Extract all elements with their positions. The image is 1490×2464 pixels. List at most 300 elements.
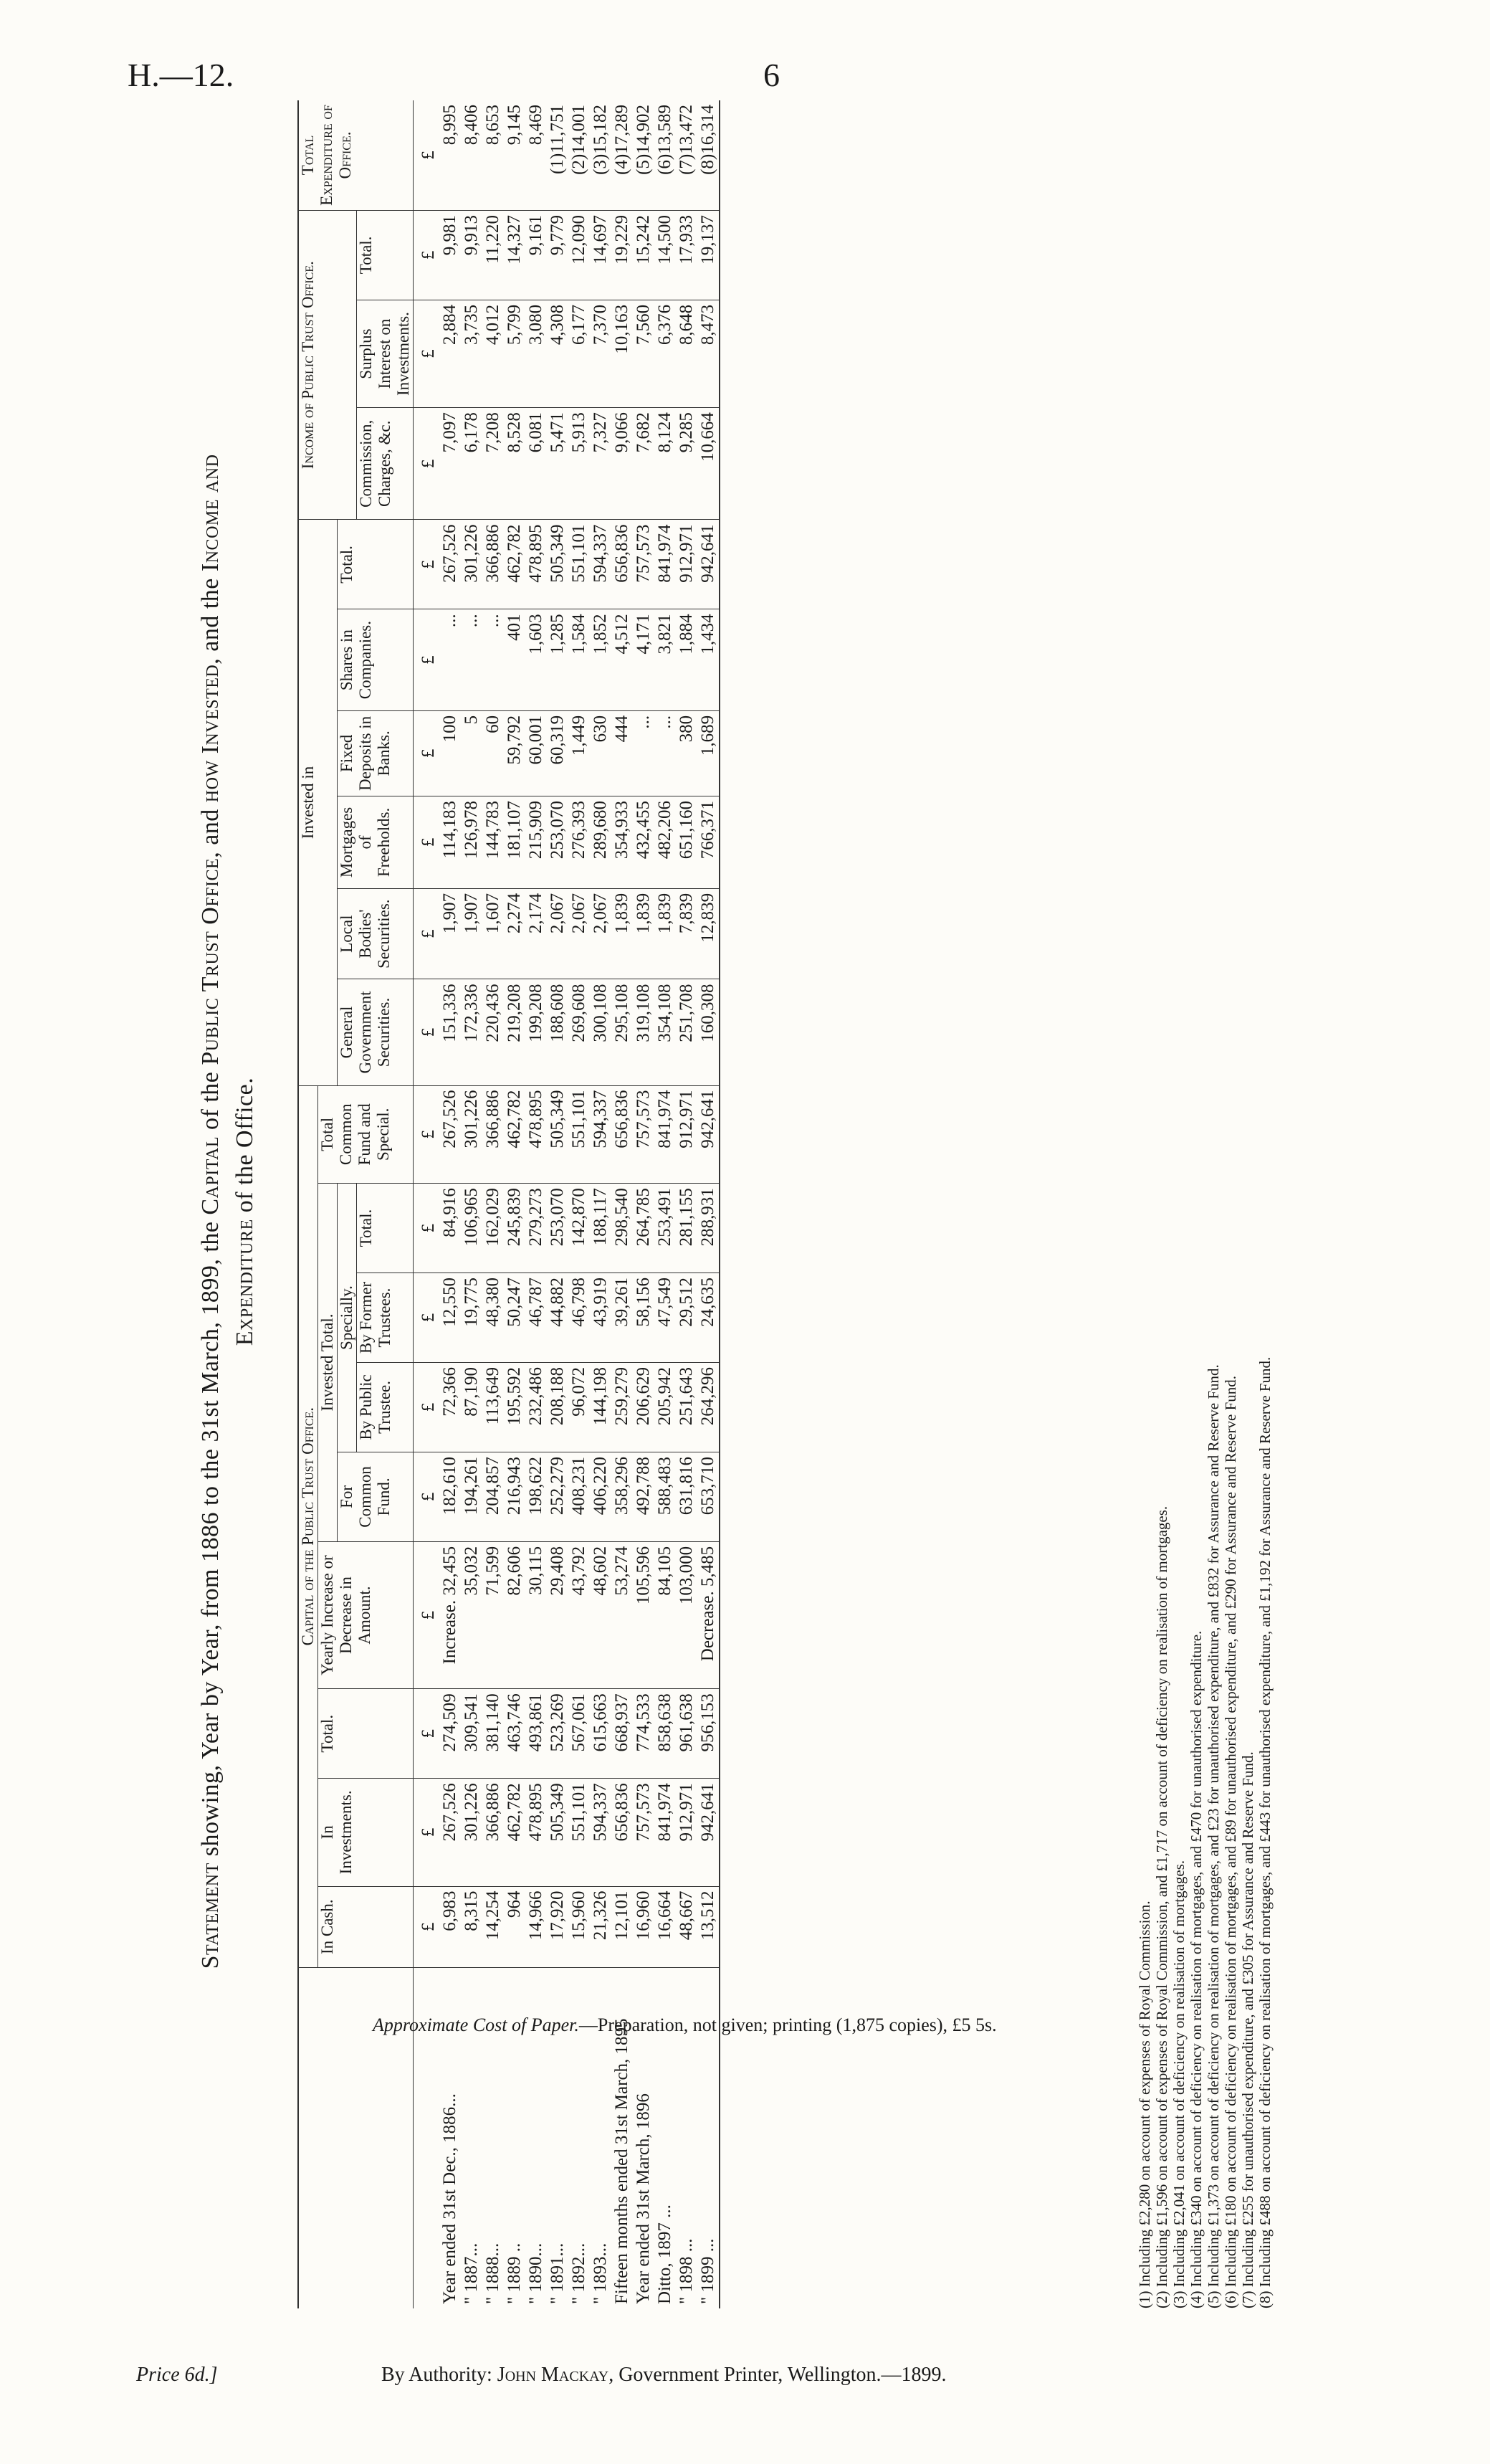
cell-tcs: 656,836	[611, 1085, 633, 1184]
cell-total: 523,269	[547, 1689, 568, 1779]
cell-public: 113,649	[482, 1362, 504, 1452]
cell-local: 2,067	[590, 888, 611, 979]
cell-surplus: 7,370	[590, 300, 611, 407]
cell-tcs: 757,573	[633, 1085, 654, 1184]
cell-public: 72,366	[439, 1362, 461, 1452]
cell-itotal: 656,836	[611, 520, 633, 609]
cell-shares: 1,603	[525, 609, 547, 710]
cell-sptotal: 142,870	[568, 1184, 590, 1273]
cell-shares: 4,512	[611, 609, 633, 710]
cell-mort: 144,783	[482, 796, 504, 888]
cell-inv: 505,349	[547, 1779, 568, 1886]
specially-header: Specially.	[338, 1184, 357, 1452]
cell-comm: 7,097	[439, 408, 461, 520]
cell-govt: 269,608	[568, 979, 590, 1085]
cell-inctotal: 9,913	[461, 210, 482, 300]
cell-yearly: 30,115	[525, 1541, 547, 1688]
cell-surplus: 7,560	[633, 300, 654, 407]
cell-fixed: 59,792	[504, 710, 525, 796]
cell-tcs: 942,641	[697, 1085, 720, 1184]
cell-inctotal: 9,981	[439, 210, 461, 300]
footnote: (7) Including £255 for unauthorised expenditure, and £305 for Assurance and Reserve Fund.	[1239, 1751, 1256, 2308]
cell-govt: 151,336	[439, 979, 461, 1085]
cell-exp: (6)13,589	[654, 100, 676, 210]
income-total-header: Total.	[357, 210, 414, 300]
cell-exp: (2)14,001	[568, 100, 590, 210]
cell-inctotal: 17,933	[676, 210, 697, 300]
cell-govt: 188,608	[547, 979, 568, 1085]
footnote: (4) Including £340 on account of deficiency on realisation of mortgages, and £470 for unauthorised expenditure.	[1188, 1630, 1205, 2308]
cell-inctotal: 15,242	[633, 210, 654, 300]
cell-sptotal: 253,491	[654, 1184, 676, 1273]
cell-inctotal: 14,327	[504, 210, 525, 300]
cell-sptotal: 298,540	[611, 1184, 633, 1273]
cell-inctotal: 9,161	[525, 210, 547, 300]
cell-inctotal: 19,229	[611, 210, 633, 300]
row-label: " 1888...	[483, 2242, 502, 2304]
cell-tcs: 366,886	[482, 1085, 504, 1184]
cell-itotal: 551,101	[568, 520, 590, 609]
row-label: Year ended 31st Dec., 1886...	[440, 2093, 459, 2304]
cell-yearly: 84,105	[654, 1541, 676, 1688]
shares-header: Shares in Companies.	[338, 609, 414, 710]
cell-inctotal: 19,137	[697, 210, 720, 300]
cell-former: 46,787	[525, 1273, 547, 1363]
cell-inv: 757,573	[633, 1779, 654, 1886]
footnote: (2) Including £1,596 on account of expenses of Royal Commission, and £1,717 on account of deficiency on realisation of mortgages.	[1153, 1505, 1170, 2308]
cell-former: 39,261	[611, 1273, 633, 1363]
statement-title: Statement showing, Year by Year, from 1886 to the 31st March, 1899, the Capital of the Public Trust Office, and how Invested, and the Income and Expenditure of the Office.	[197, 454, 258, 1969]
total-common-special-header: Total Common Fund and Special.	[318, 1085, 414, 1184]
cell-shares: 1,884	[676, 609, 697, 710]
cell-comm: 7,208	[482, 408, 504, 520]
table-row	[525, 100, 547, 2308]
cell-inv: 912,971	[676, 1779, 697, 1886]
cell-mort: 276,393	[568, 796, 590, 888]
cell-comm: 5,913	[568, 408, 590, 520]
cell-comm: 7,327	[590, 408, 611, 520]
cell-itotal: 478,895	[525, 520, 547, 609]
invested-total-header: Invested Total.	[318, 1184, 338, 1542]
cell-itotal: 912,971	[676, 520, 697, 609]
cell-surplus: 8,473	[697, 300, 720, 407]
cell-common: 588,483	[654, 1452, 676, 1541]
cell-local: 7,839	[676, 888, 697, 979]
cell-sptotal: 281,155	[676, 1184, 697, 1273]
cell-tcs: 912,971	[676, 1085, 697, 1184]
cell-fixed: 1,689	[697, 710, 720, 796]
cell-cash: 14,254	[482, 1886, 504, 1967]
cell-govt: 295,108	[611, 979, 633, 1085]
footnotes	[1136, 1357, 1274, 2308]
cell-former: 50,247	[504, 1273, 525, 1363]
cell-public: 144,198	[590, 1362, 611, 1452]
cell-common: 358,296	[611, 1452, 633, 1541]
cell-common: 204,857	[482, 1452, 504, 1541]
cell-govt: 172,336	[461, 979, 482, 1085]
cell-former: 19,775	[461, 1273, 482, 1363]
cell-exp: 8,406	[461, 100, 482, 210]
row-label: " 1898 ...	[677, 2238, 696, 2304]
cell-surplus: 4,308	[547, 300, 568, 407]
cell-public: 259,279	[611, 1362, 633, 1452]
cell-yearly: 105,596	[633, 1541, 654, 1688]
invested-total-col-header: Total.	[338, 520, 414, 609]
cell-cash: 16,960	[633, 1886, 654, 1967]
cell-surplus: 6,177	[568, 300, 590, 407]
cell-surplus: 3,735	[461, 300, 482, 407]
cell-local: 2,067	[568, 888, 590, 979]
page-reference: H.—12.	[128, 57, 234, 93]
cell-mort: 432,455	[633, 796, 654, 888]
surplus-header: Surplus Interest on Investments.	[357, 300, 414, 407]
cell-total: 274,509	[439, 1689, 461, 1779]
cell-cash: 48,667	[676, 1886, 697, 1967]
cell-inctotal: 11,220	[482, 210, 504, 300]
cell-mort: 289,680	[590, 796, 611, 888]
cell-exp: (1)11,751	[547, 100, 568, 210]
cell-shares: 1,434	[697, 609, 720, 710]
footnote: (6) Including £180 on account of deficiency on realisation of mortgages, and £89 for unauthorised expenditure, and £290 for Assurance and Reserve Fund.	[1222, 1375, 1239, 2308]
cell-former: 58,156	[633, 1273, 654, 1363]
cell-common: 492,788	[633, 1452, 654, 1541]
unit-row: £ £ £ £ £ £ £ £ £ £ £ £ £ £ £ £ £ £ £	[414, 100, 440, 2308]
cell-inv: 366,886	[482, 1779, 504, 1886]
cell-govt: 219,208	[504, 979, 525, 1085]
cell-inv: 462,782	[504, 1779, 525, 1886]
cell-exp: (7)13,472	[676, 100, 697, 210]
approximate-cost: Approximate Cost of Paper.—Preparation, not given; printing (1,875 copies), £5 5s.	[373, 2015, 997, 2035]
cell-public: 208,188	[547, 1362, 568, 1452]
cell-mort: 482,206	[654, 796, 676, 888]
table-row	[697, 100, 720, 2308]
cell-tcs: 594,337	[590, 1085, 611, 1184]
cell-shares: 4,171	[633, 609, 654, 710]
table-row	[439, 100, 461, 2308]
cell-shares: 1,852	[590, 609, 611, 710]
table-row	[568, 100, 590, 2308]
cell-itotal: 267,526	[439, 520, 461, 609]
cell-former: 48,380	[482, 1273, 504, 1363]
cell-fixed: 5	[461, 710, 482, 796]
cell-public: 251,643	[676, 1362, 697, 1452]
cell-local: 2,274	[504, 888, 525, 979]
row-label: " 1893...	[591, 2242, 610, 2304]
cell-total: 956,153	[697, 1689, 720, 1779]
cell-surplus: 2,884	[439, 300, 461, 407]
cell-shares: 1,584	[568, 609, 590, 710]
table-row	[633, 100, 654, 2308]
cell-comm: 6,178	[461, 408, 482, 520]
cell-yearly: 82,606	[504, 1541, 525, 1688]
cell-local: 1,907	[439, 888, 461, 979]
cell-exp: (3)15,182	[590, 100, 611, 210]
in-cash-header: In Cash.	[318, 1886, 414, 1967]
cell-sptotal: 279,273	[525, 1184, 547, 1273]
page-number: 6	[763, 57, 780, 93]
cell-yearly: 43,792	[568, 1541, 590, 1688]
cell-total: 774,533	[633, 1689, 654, 1779]
cell-fixed: ...	[633, 710, 654, 796]
cell-former: 29,512	[676, 1273, 697, 1363]
cell-fixed: 60,001	[525, 710, 547, 796]
cell-surplus: 5,799	[504, 300, 525, 407]
cell-inv: 301,226	[461, 1779, 482, 1886]
cell-total: 858,638	[654, 1689, 676, 1779]
cell-total: 961,638	[676, 1689, 697, 1779]
cell-cash: 16,664	[654, 1886, 676, 1967]
cell-local: 2,067	[547, 888, 568, 979]
cell-cash: 13,512	[697, 1886, 720, 1967]
cell-exp: 9,145	[504, 100, 525, 210]
cell-tcs: 267,526	[439, 1085, 461, 1184]
row-label: Year ended 31st March, 1896	[634, 2093, 653, 2304]
table-row	[547, 100, 568, 2308]
cell-mort: 354,933	[611, 796, 633, 888]
cell-govt: 319,108	[633, 979, 654, 1085]
cell-public: 264,296	[697, 1362, 720, 1452]
table-row	[504, 100, 525, 2308]
cell-fixed: ...	[654, 710, 676, 796]
cell-govt: 220,436	[482, 979, 504, 1085]
cell-public: 195,592	[504, 1362, 525, 1452]
cell-comm: 9,285	[676, 408, 697, 520]
cell-fixed: 60	[482, 710, 504, 796]
cell-inv: 478,895	[525, 1779, 547, 1886]
cell-mort: 181,107	[504, 796, 525, 888]
cell-exp: 8,469	[525, 100, 547, 210]
cell-itotal: 942,641	[697, 520, 720, 609]
cell-govt: 251,708	[676, 979, 697, 1085]
cell-inv: 551,101	[568, 1779, 590, 1886]
cell-mort: 215,909	[525, 796, 547, 888]
cell-public: 232,486	[525, 1362, 547, 1452]
cell-yearly: 48,602	[590, 1541, 611, 1688]
cell-shares: ...	[482, 609, 504, 710]
cell-sptotal: 288,931	[697, 1184, 720, 1273]
cell-sptotal: 188,117	[590, 1184, 611, 1273]
row-label: " 1892...	[569, 2242, 588, 2304]
table-row	[676, 100, 697, 2308]
cell-sptotal: 162,029	[482, 1184, 504, 1273]
cell-total: 381,140	[482, 1689, 504, 1779]
cell-comm: 10,664	[697, 408, 720, 520]
statement-table	[297, 100, 720, 2308]
cell-common: 198,622	[525, 1452, 547, 1541]
income-group-header: Income of Public Trust Office.	[298, 210, 357, 520]
cell-govt: 300,108	[590, 979, 611, 1085]
cell-yearly: 71,599	[482, 1541, 504, 1688]
cell-itotal: 301,226	[461, 520, 482, 609]
cell-inv: 594,337	[590, 1779, 611, 1886]
for-common-header: For Common Fund.	[338, 1452, 414, 1541]
cell-former: 47,549	[654, 1273, 676, 1363]
row-label: " 1891...	[548, 2242, 567, 2304]
expenditure-header: Total Expenditure of Office.	[298, 100, 414, 210]
cell-local: 1,839	[611, 888, 633, 979]
cell-cash: 14,966	[525, 1886, 547, 1967]
cell-tcs: 462,782	[504, 1085, 525, 1184]
cell-inv: 942,641	[697, 1779, 720, 1886]
commission-header: Commission, Charges, &c.	[357, 408, 414, 520]
cell-common: 194,261	[461, 1452, 482, 1541]
cell-former: 12,550	[439, 1273, 461, 1363]
cell-inv: 267,526	[439, 1779, 461, 1886]
cell-cash: 21,326	[590, 1886, 611, 1967]
cell-fixed: 444	[611, 710, 633, 796]
cell-inctotal: 9,779	[547, 210, 568, 300]
row-label: " 1890...	[526, 2242, 545, 2304]
cell-itotal: 366,886	[482, 520, 504, 609]
by-public-header: By Public Trustee.	[357, 1362, 414, 1452]
cell-sptotal: 264,785	[633, 1184, 654, 1273]
cell-public: 87,190	[461, 1362, 482, 1452]
general-govt-header: General Government Securities.	[338, 979, 414, 1085]
cell-govt: 160,308	[697, 979, 720, 1085]
cell-sptotal: 245,839	[504, 1184, 525, 1273]
cell-public: 96,072	[568, 1362, 590, 1452]
cell-surplus: 10,163	[611, 300, 633, 407]
cell-fixed: 380	[676, 710, 697, 796]
cell-itotal: 841,974	[654, 520, 676, 609]
cell-tcs: 551,101	[568, 1085, 590, 1184]
row-label: " 1899 ...	[697, 1967, 720, 2308]
cell-itotal: 594,337	[590, 520, 611, 609]
cell-exp: (8)16,314	[697, 100, 720, 210]
row-label: " 1887...	[462, 2242, 481, 2304]
cell-exp: (4)17,289	[611, 100, 633, 210]
cell-cash: 17,920	[547, 1886, 568, 1967]
local-bodies-header: Local Bodies' Securities.	[338, 888, 414, 979]
cell-comm: 7,682	[633, 408, 654, 520]
cell-tcs: 478,895	[525, 1085, 547, 1184]
footnote: (8) Including £488 on account of deficiency on realisation of mortgages, and £443 for unauthorised expenditure, and £1,192 for Assurance and Reserve Fund.	[1256, 1356, 1274, 2308]
cell-yearly: 103,000	[676, 1541, 697, 1688]
footnote: (5) Including £1,373 on account of deficiency on realisation of mortgages, and £23 for unauthorised expenditure, and £832 for Assurance and Reserve Fund.	[1205, 1364, 1222, 2308]
row-label: Ditto, 1897 ...	[655, 2204, 674, 2304]
rotated-statement	[151, 100, 1383, 2323]
cell-former: 43,919	[590, 1273, 611, 1363]
cell-public: 205,942	[654, 1362, 676, 1452]
printer-imprint: By Authority: John Mackay, Government Printer, Wellington.—1899.	[381, 2364, 947, 2386]
table-row	[611, 100, 633, 2308]
cell-sptotal: 84,916	[439, 1184, 461, 1273]
cell-total: 668,937	[611, 1689, 633, 1779]
cell-tcs: 301,226	[461, 1085, 482, 1184]
cell-comm: 5,471	[547, 408, 568, 520]
cell-surplus: 6,376	[654, 300, 676, 407]
cell-exp: 8,653	[482, 100, 504, 210]
cell-former: 24,635	[697, 1273, 720, 1363]
total-header: Total.	[318, 1689, 414, 1779]
cell-inv: 656,836	[611, 1779, 633, 1886]
cell-local: 1,907	[461, 888, 482, 979]
cell-surplus: 3,080	[525, 300, 547, 407]
cell-common: 216,943	[504, 1452, 525, 1541]
cell-exp: 8,995	[439, 100, 461, 210]
fixed-deposits-header: Fixed Deposits in Banks.	[338, 710, 414, 796]
cell-public: 206,629	[633, 1362, 654, 1452]
by-former-header: By Former Trustees.	[357, 1273, 414, 1363]
footnote: (3) Including £2,041 on account of deficiency on realisation of mortgages.	[1170, 1860, 1188, 2308]
cell-surplus: 8,648	[676, 300, 697, 407]
cell-common: 631,816	[676, 1452, 697, 1541]
footnote: (1) Including £2,280 on account of expenses of Royal Commission.	[1136, 1901, 1153, 2308]
row-label: " 1889 ..	[505, 2242, 524, 2304]
cell-common: 408,231	[568, 1452, 590, 1541]
cell-total: 309,541	[461, 1689, 482, 1779]
cell-yearly: 35,032	[461, 1541, 482, 1688]
price: Price 6d.]	[136, 2364, 218, 2386]
cell-itotal: 462,782	[504, 520, 525, 609]
cell-govt: 354,108	[654, 979, 676, 1085]
cell-local: 1,607	[482, 888, 504, 979]
cell-shares: 1,285	[547, 609, 568, 710]
table-row	[590, 100, 611, 2308]
cell-yearly: 29,408	[547, 1541, 568, 1688]
cell-surplus: 4,012	[482, 300, 504, 407]
cell-common: 653,710	[697, 1452, 720, 1541]
capital-group-header: Capital of the Public Trust Office.	[298, 1085, 318, 1967]
invested-in-header: Invested in	[298, 520, 338, 1085]
cell-inctotal: 14,697	[590, 210, 611, 300]
cell-mort: 126,978	[461, 796, 482, 888]
cell-itotal: 505,349	[547, 520, 568, 609]
cell-inctotal: 12,090	[568, 210, 590, 300]
mortgages-header: Mortgages of Freeholds.	[338, 796, 414, 888]
cell-tcs: 505,349	[547, 1085, 568, 1184]
table-row	[461, 100, 482, 2308]
cell-cash: 12,101	[611, 1886, 633, 1967]
cell-mort: 253,070	[547, 796, 568, 888]
cell-common: 406,220	[590, 1452, 611, 1541]
table-row	[654, 100, 676, 2308]
cell-yearly: 53,274	[611, 1541, 633, 1688]
cell-sptotal: 253,070	[547, 1184, 568, 1273]
cell-inv: 841,974	[654, 1779, 676, 1886]
cell-comm: 8,124	[654, 408, 676, 520]
row-label: Fifteen months ended 31st March, 1895	[612, 2018, 631, 2304]
cell-yearly: Increase. 32,455	[439, 1541, 461, 1688]
cell-comm: 8,528	[504, 408, 525, 520]
cell-shares: ...	[461, 609, 482, 710]
cell-cash: 8,315	[461, 1886, 482, 1967]
in-investments-header: In Investments.	[318, 1779, 414, 1886]
cell-local: 1,839	[654, 888, 676, 979]
cell-total: 493,861	[525, 1689, 547, 1779]
cell-fixed: 630	[590, 710, 611, 796]
cell-shares: 3,821	[654, 609, 676, 710]
cell-comm: 6,081	[525, 408, 547, 520]
table-row	[482, 100, 504, 2308]
cell-mort: 114,183	[439, 796, 461, 888]
special-total-header: Total.	[357, 1184, 414, 1273]
cell-itotal: 757,573	[633, 520, 654, 609]
cell-fixed: 60,319	[547, 710, 568, 796]
cell-mort: 766,371	[697, 796, 720, 888]
cell-cash: 964	[504, 1886, 525, 1967]
cell-fixed: 100	[439, 710, 461, 796]
cell-shares: 401	[504, 609, 525, 710]
cell-cash: 15,960	[568, 1886, 590, 1967]
cell-total: 615,663	[590, 1689, 611, 1779]
cell-sptotal: 106,965	[461, 1184, 482, 1273]
cell-cash: 6,983	[439, 1886, 461, 1967]
cell-mort: 651,160	[676, 796, 697, 888]
cell-fixed: 1,449	[568, 710, 590, 796]
cell-tcs: 841,974	[654, 1085, 676, 1184]
cell-shares: ...	[439, 609, 461, 710]
